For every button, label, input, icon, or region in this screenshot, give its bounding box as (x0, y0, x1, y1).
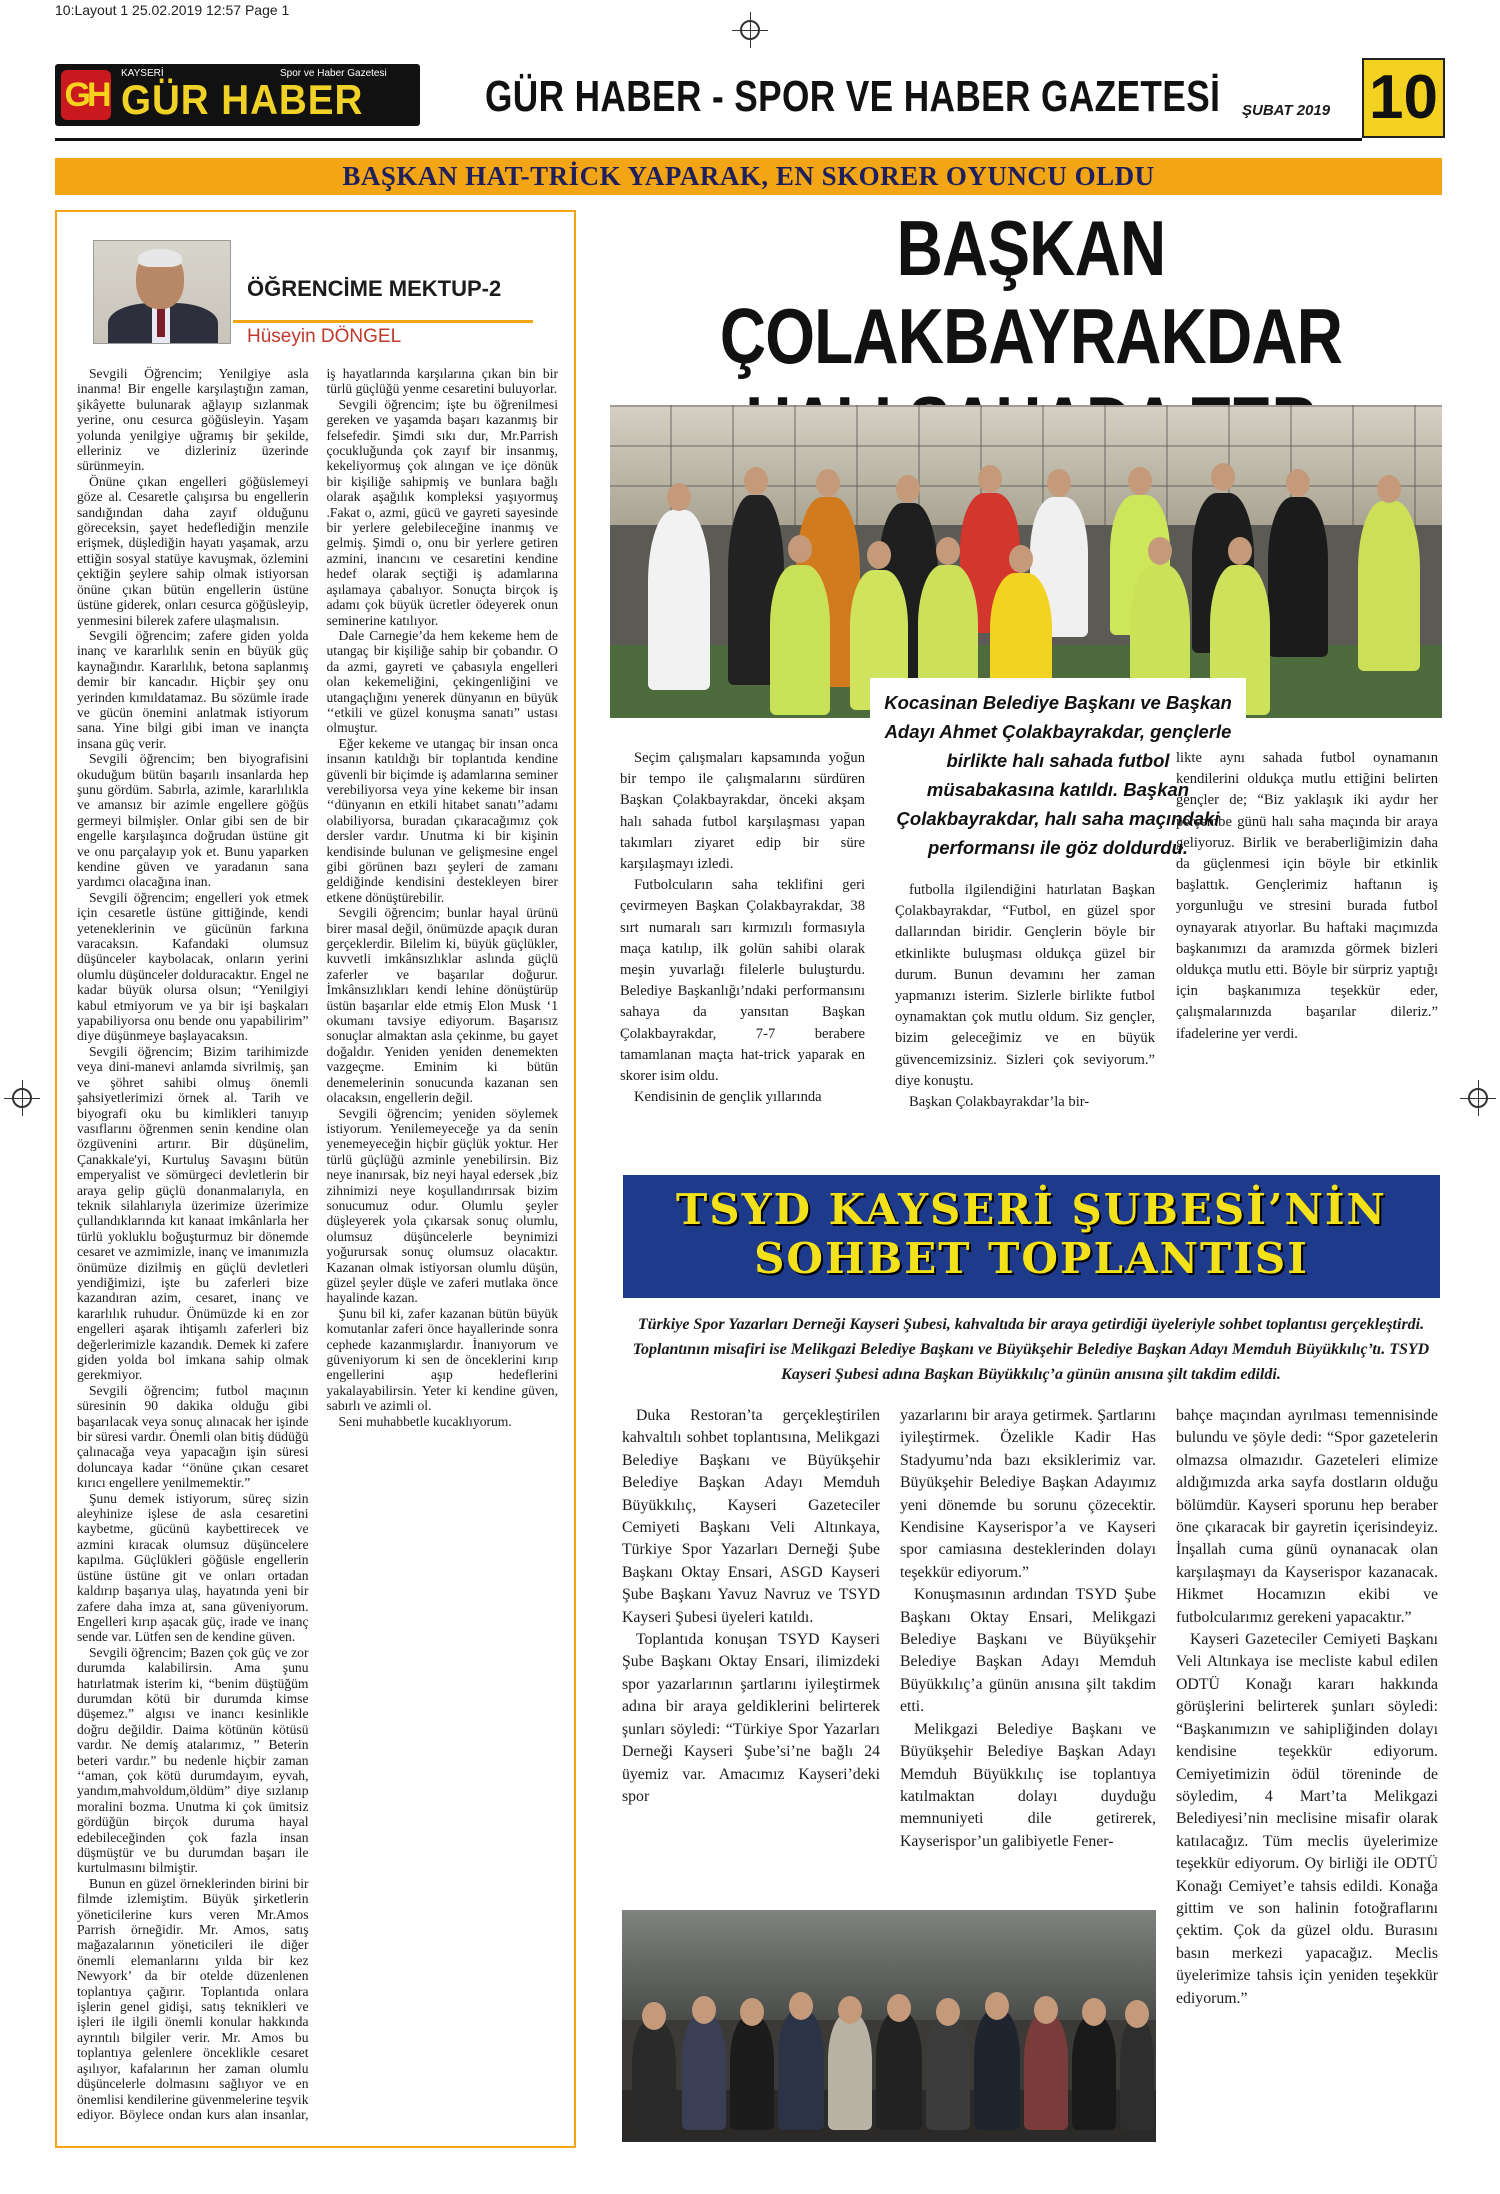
column-paragraph: Sevgili öğrencim; futbol maçının süresinin 90 dakika olduğu gibi başarılacak veya sonuç alınacak her işinde bir süresi vardır. Önemli olan bitiş düdüğü çalınacağa veya yapacağın işin süresi doluncaya kadar ‘‘önüne çıkan cesaret kırıcı engellere yenilmemektir.” (77, 1382, 309, 1491)
masthead-rule (55, 138, 1362, 141)
column-paragraph: Dale Carnegie’da hem kekeme hem de utangaç bir kişiliğe sahip bir çobandır. O da azmi, gayreti ve çabasıyla engelleri olan kekemeliğini, çekingenliğini ve utangaçlığını yenerek dünyanın en büyük ‘‘etkili ve güzel konuşma sanatı” ustası olmuştur. (326, 627, 558, 736)
column-paragraph: Sevgili öğrencim; yeniden söylemek istiyorum. Yenilemeyeceğe ya da senin yenemeyeceğin hiçbir güçlük yoktur. Her türlü güçlüğü azminle yenebilirsin. Biz neye inanırsak, biz neyi hayal edersek ,biz zihnimizi neye koşullandırırsak bizim sonucumuz odur. Olumlu şeyler düşleyerek yola çıkarsak sonuç olumlu, olumsuz düşüncelerle beynimizi yoğurursak sonuç olumsuz olacaktır. Kazanan olmak istiyorsan olumlu düşün, güzel şeyler düşle ve zaferi mutlaka önce hayalinde kazan. (326, 1105, 558, 1306)
column-paragraph: Şunu bil ki, zafer kazanan bütün büyük komutanlar zaferi önce hayallerinde sonra cephede kazanmışlardır. İnanıyorum ve güveniyorum ki sen de önceklerini kırıp engellerini aşıp hedeflerini yakalayabilirsin. Yeter ki kendine güven, sabırlı ve azimli ol. (326, 1305, 558, 1414)
logo-tagline: Spor ve Haber Gazetesi (280, 68, 387, 79)
group-photo (622, 1910, 1156, 2142)
top-banner: BAŞKAN HAT-TRİCK YAPARAK, EN SKORER OYUNCU OLDU (55, 158, 1442, 195)
article-paragraph: Toplantıda konuşan TSYD Kayseri Şube Başkanı Oktay Ensari, ilimizdeki spor yazarlarının şartlarını iyileştirmek adına bir araya geldiklerini belirterek şunları söyledi: “Türkiye Spor Yazarları Derneği Kayseri Şube’si’ne bağlı 24 üyemiz var. Amacımız Kayseri’deki spor (622, 1631, 880, 1805)
article-paragraph: Kendisinin de gençlik yıllarında (634, 1089, 822, 1106)
article-paragraph: yazarlarını bir araya getirmek. Şartlarını iyileştirmek. Özelikle Kadir Has Stadyumu’nda bazı eksiklerimiz var. Büyükşehir Belediye Başkan Adayımız yeni dönemde bu sorunu çözecektir. Kendisine Kayserispor’a ve Kayseri spor camiasına desteklerinden dolayı teşekkür ediyorum.” (900, 1407, 1156, 1581)
column-paragraph: Sevgili öğrencim; işte bu öğrenilmesi gereken ve yaşamda başarı kazanmış bir felsefedir. Şimdi sıkı dur, Mr.Parrish çocukluğunda çok zayıf bir insanmış, kekeliyormuş çok alıngan ve içe dönük bir kişiliğe sahipmiş ve bunlara bağlı olarak aşağılık kompleksi yaşıyormuş .Fakat o, azmi, gücü ve gayreti sayesinde bir yerlere gelebileceğine inanmış ve gelmiş. Şimdi o, onu bir yerlere getiren azmini, inancını ve cesaretini kendine hedef olarak seçtiği iş adamlarına aşılamaya çabalıyor. Sonuçta birçok iş adamı çok büyük ücretler ödeyerek onun seminerine katılıyor. (326, 396, 558, 628)
registration-mark-icon (12, 1088, 32, 1108)
article-column-1 (620, 748, 865, 1150)
tsyd-column-2 (900, 1405, 1156, 1895)
logo-mark: GH (61, 70, 111, 120)
print-info: 10:Layout 1 25.02.2019 12:57 Page 1 (55, 2, 290, 18)
newspaper-logo[interactable] (55, 64, 420, 126)
newspaper-title: GÜR HABER - SPOR VE HABER GAZETESİ (485, 72, 1221, 121)
column-paragraph: Sevgili öğrencim; engelleri yok etmek için cesaretle üstüne gittiğinde, kendi yeteneklerinin ve gücünün farkına varacaksın. Kafandaki olumsuz düşünceler kaybolacak, onların yerini olumlu düşünceler dolduracaktır. Engel ne kadar büyük olursa olsun; “Yenilgiyi kabul etmiyorum ve ya bir işi başkaları yapabiliyorsa onu bende onu yapabilirim” diye düşünmeye başlayacaksın. (77, 889, 309, 1044)
column-title: ÖĞRENCİME MEKTUP-2 (247, 276, 502, 301)
tsyd-column-3 (1176, 1405, 1438, 2145)
column-body (77, 366, 558, 2138)
article-paragraph: futbolla ilgilendiğini hatırlatan Başkan Çolakbayrakdar, “Futbol, en güzel spor dallarından biridir. Gençlerin böyle bir etkinlikte buluşması oldukça güzel bir durum. Bunun devamını her zaman yapmanızı isterim. Sizlerle birlikte futbol oynamaktan çok mutlu oldum. Siz gençler, bizim geleceğimiz ve en büyük güvencemizsiniz. Sizleri çok seviyorum.” diye konuştu. (895, 882, 1155, 1089)
column-paragraph: Sevgili öğrencim; Bazen çok güç ve zor durumda kalabilirsin. Ama şunu hatırlatmak isterim ki, “benim düştüğüm durumdan kötü bir durumda kimse düşemez.” algısı ve inancı kesinlikle doğru değildir. Daima kötünün kötüsü vardır. Ne demiş atalarımız, ” Beterin beteri vardır.” bu nedenle hiçbir zaman ‘‘aman, çok kötü durumdayım, eyvah, yandım,mahvoldum,öldüm” diye sızlanıp moralini bozma. Unutma ki çok ümitsiz gördüğün birçok duruma hayal edebileceğinden çok fazla insan düşmüştür ve bu durumdan başarı ile kurtulmasını bilmiştir. (77, 1644, 309, 1876)
column-letter (55, 210, 576, 2148)
logo-city: KAYSERİ (121, 68, 164, 79)
column-paragraph: Bunun en güzel örneklerinden birini bir filmde izlemiştim. Büyük şirketlerin yöneticilerine kurs veren Mr.Amos Parrish örneğidir. Mr. Amos, satış mağazalarının yöneticileri ile diğer önemli elemanlarını yılda bir kez Newyork’ da bir otelde düzenlenen toplantıya çağırır. Toplantıda onlara işlerin genel gidişi, satış teknikleri ve işleri ile ilgili önemli konular hakkında ayrıntılı bilgiler verir. Mr. Amos bu toplantıya gelenlere önceklikle cesaret aşılıyor, kafalarının her zaman olumlu düşüncelerle dolmasını sağlıyor ve en önemlisi kendilerine güvenmelerine teşvik ediyor. Böylece ondan kurs alan insanlar, iş hayatlarında karşılarına çıkan bin bir türlü güçlüğü yenme cesaretini buluyorlar. (77, 366, 558, 2122)
registration-mark-icon (1468, 1088, 1488, 1108)
column-paragraph: Sevgili öğrencim; ben biyografisini okuduğum bütün başarılı insanlarda hep şunu gördüm. Sabırla, azimle, kararlılıkla ve amansız bir azimle engellere göğüs germeyi bilmişler. Onlar gibi sen de bir engelle karşılaşınca doğrudan üstüne git ve onu parçalayıp yok et. Bunu yaparken kendine güven ve yaradanın sana yardımcı olacağına inan. (77, 751, 309, 890)
column-paragraph: Sevgili öğrencim; bunlar hayal ürünü birer masal değil, önümüzde apaçık duran gerçeklerdir. Bilelim ki, büyük güçlükler, kuvvetli imkânsızlıklar aslında güçlü zaferler ve başarılar doğurur. İmkânsızlıkları kendi lehine dönüştürüp üstün başarılar elde etmiş Elon Musk ‘1 okumanı tavsiye ediyorum. Başarısız sonuçlar almaktan asla çekinme, bu gayet doğaldır. Yeniden yeniden denemekten vazgeçme. Eminim ki bütün denemelerinin sonucunda kazanan sen olacaksın, engellerin değil. (326, 905, 558, 1106)
article-column-2 (895, 880, 1155, 1152)
logo-name: GÜR HABER (121, 76, 364, 123)
column-paragraph: Şunu demek istiyorum, süreç sizin aleyhinize işlese de asla cesaretini kaybetme, gücünü kaybettirecek ve azmini kıracak olumsuz düşüncelere kapılma. Güçlükleri göğüsle engellerin üstüne üstüne git ve onları ortadan kaldırıp başarıya ulaş, hayatında yeni bir zafere daha imza at, sana güveniyorum. Engelleri kırıp aşacak güç, irade ve inanç sende var. Lütfen sen de kendine güven. (77, 1490, 309, 1645)
article-column-3 (1176, 748, 1438, 1152)
column-paragraph: Sevgili Öğrencim; Yenilgiye asla inanma! Bir engelle karşılaştığın zaman, şikâyette bulunarak ağlayıp sızlanmak yerine, onu cesurca göğüsleyin. Yaşam yolunda yenilgiye uğramış bir şekilde, elleriniz ve dizleriniz üzerinde sürünmeyin. (77, 366, 309, 474)
headline-line: BAŞKAN ÇOLAKBAYRAKDAR (719, 204, 1343, 380)
football-team-photo (610, 405, 1442, 718)
headline-line: TSYD KAYSERİ ŞUBESİ’NİN (676, 1185, 1387, 1234)
column-author: Hüseyin DÖNGEL (247, 326, 402, 347)
column-title-rule (233, 320, 533, 323)
author-portrait (93, 240, 231, 344)
article-paragraph: likte aynı sahada futbol oynamanın kendilerini oldukça mutlu ettiğini belirten gençler de; “Biz yaklaşık iki aydır her perşembe günü halı saha maçında bir araya geliyoruz. Birlik ve beraberliğimizin daha da güçlenmesi için böyle bir etkinlik başlattık. Gençlerimiz haftanın iş yorgunluğu ve stresini burada futbol oynayarak atıyorlar. Bu haftaki maçımızda başkanımızı da aramızda görmek bizleri oldukça mutlu etti. Böyle bir sürpriz yaptığı için başkanımıza teşekkür eder, çalışmalarınızda başarılar dileriz.” ifadelerine yer verdi. (1176, 750, 1438, 1042)
masthead (55, 58, 1445, 140)
column-paragraph: Sevgili öğrencim; zafere giden yolda inanç ve kararlılık senin en büyük güç kaynağındır. Kararlılık, betona saplanmış demir bir kancadır. Hiçbir şey onu yerinden kımıldatamaz. Bu sözümle irade ve gücün önemini anlatmak istiyorum sana. Yine bilgi gibi iman ve inançta insana güç verir. (77, 627, 309, 751)
tsyd-lead: Türkiye Spor Yazarları Derneği Kayseri Şubesi, kahvaltıda bir araya getirdiği üyeleriyle sohbet toplantısı gerçekleştirdi. Toplantının misafiri ise Melikgazi Belediye Başkanı ve Büyükşehir Belediye Başkan Adayı Memduh Büyükkılıç’tı. TSYD Kayseri Şubesi adına Başkan Büyükkılıç’a günün anısına şilt takdim edildi. (632, 1316, 1430, 1383)
headline-line: SOHBET TOPLANTISI (754, 1234, 1309, 1283)
registration-mark-icon (740, 20, 760, 40)
tsyd-column-1 (622, 1405, 880, 1895)
article-paragraph: Duka Restoran’ta gerçekleştirilen kahvaltılı sohbet toplantısına, Melikgazi Belediye Başkanı ve Büyükşehir Belediye Başkan Adayı Memduh Büyükkılıç, Kayseri Gazeteciler Cemiyeti Başkanı Veli Altınkaya, Türkiye Spor Yazarları Derneği Şube Başkanı Oktay Ensari, ASGD Kayseri Şube Başkanı Yavuz Navruz ve TSYD Kayseri Şubesi üyeleri katıldı. (622, 1407, 880, 1626)
article-paragraph: Kayseri Gazeteciler Cemiyeti Başkanı Veli Altınkaya ise mecliste kabul edilen ODTÜ Konağı kararı hakkında görüşlerini belirterek şunları söyledi: “Başkanımızın ve sahipliğinden dolayı kendisine teşekkür ediyorum. Cemiyetimizin ödül töreninde de söyledim, 4 Mart’ta Melikgazi Belediyesi’nin meclisine misafir olarak katılacağız. Tüm meclis üyelerimize teşekkür ediyorum. Oy birliği ile ODTÜ Konağı Cemiyet’e tahsis edildi. Konağa gittim ve son halinin fotoğraflarını çektim. Çok da güzel oldu. Burasını basın merkezi yapacağız. Meclis üyelerimize tahsis için yeniden teşekkür ediyorum.” (1176, 1631, 1438, 2007)
column-paragraph: Sevgili öğrencim; Bizim tarihimizde veya dini-manevi anlamda sivrilmiş, şan ve şöhret sahibi olmuş önemli şahsiyetlerimizi örnek al. Tarih ve biyografi oku bu kimlikleri tanıyıp vasıflarını öğrenmen senin kendine olan özgüvenini artırır. Bir düşünelim, Çanakkale'yi, Kurtuluş Savaşını bütün emperyalist ve sömürgeci devletlerin bir araya gelip güçlü donanmalarıyla, en teknik silahlarıyla üzerimize üzerimize çullandıklarında kıt kanaat imkânlarla her türlü yokluklu boğuşturmuz bir dönemde cesaret ve azmimizle, inanç ve imanımızla önümüze dizilmiş en güçlü devletleri yendiğimizi, işte bu zaferleri bize kazandıran azim, cesaret, inanç ve kararlılık ruhudur. Önümüzde ki en zor engelleri aşarak ihtişamlı zaferleri biz değerlerimizle kazandık. Demek ki zafere giden yolda bol imkana sahip olmak gerekmiyor. (77, 1043, 309, 1383)
article-paragraph: Seçim çalışmaları kapsamında yoğun bir tempo ile çalışmalarını sürdüren Başkan Çolakbayrakdar, önceki akşam halı sahada futbol karşılaşması yapan takımları ziyaret edip bir süre karşılaşmayı izledi. (620, 750, 865, 873)
column-paragraph: Eğer kekeme ve utangaç bir insan onca insanın katıldığı bir toplantıda kendine güvenli bir biçimde iş adamlarına seminer verebiliyorsa veya yine kekeme bir insan ‘‘dünyanın en etkili hitabet sanatı’’adamı olabiliyorsa, buradan çıkaracağımız çok dersler vardır. Unutma ki bir kişinin kendisinde bulunan ve gelişmesine engel gibi görünen bazı şeyleri de zamanı geldiğinde kendisini destekleyen birer etkene dönüştürebilir. (326, 735, 558, 905)
article-paragraph: Futbolcuların saha teklifini geri çevirmeyen Başkan Çolakbayrakdar, 38 sırt numaralı sarı kırmızılı formasıyla maça katılıp, ilk golün sahibi olarak meşin yuvarlağı filelerle buluşturdu. Belediye Başkanlığı’ndaki performansını sahaya da yansıtan Başkan Çolakbayrakdar, 7-7 berabere tamamlanan maçta hat-trick yaparak en skorer isim oldu. (620, 877, 865, 1085)
article-paragraph: Konuşmasının ardından TSYD Şube Başkanı Oktay Ensari, Melikgazi Belediye Başkanı ve Büyükşehir Belediye Başkan Adayı Memduh Büyükkılıç’a günün anısına şilt takdim etti. (900, 1586, 1156, 1716)
article-paragraph: bahçe maçından ayrılması temennisinde bulundu ve şöyle dedi: “Spor gazetelerin olmazsa olmazıdır. Gazeteleri elimize aldığımızda arka sayfa dostların olduğu bölümdür. Kayseri sporunu hep beraber öne çıkaracak bir gayretin içerisindeyiz. İnşallah cuma günü oynanacak olan karşılaşmayı da Kayserispor kazanacak. Hikmet Hocamızın ekibi ve futbolcularımız gerekeni yapacaktır.” (1176, 1407, 1438, 1626)
article-paragraph: Başkan Çolakbayrakdar’la bir- (909, 1094, 1090, 1111)
column-paragraph: Önüne çıkan engelleri göğüslemeyi göze al. Cesaretle çalışırsa bu engellerin sandığından daha zayıf olduğunu göreceksin, şayet hedeflediğin menzile erişmek, düşlediğin hayatı yaşamak, arzu ettiğin sosyal statüye kavuşmak, özlemini çektiğin şeylere sahip olmak istiyorsan önüne çıkan bütün engellerin üstüne üstüne giderek, onları cesurca göğüsleyip, yenmesini bilerek zafere ulaşmalısın. (77, 473, 309, 628)
column-paragraph: Seni muhabbetle kucaklıyorum. (338, 1413, 512, 1429)
issue-date: ŞUBAT 2019 (1242, 102, 1331, 119)
page-number: 10 (1362, 58, 1445, 138)
article-paragraph: Melikgazi Belediye Başkanı ve Büyükşehir Belediye Başkan Adayı Memduh Büyükkılıç ise toplantıya katılmaktan dolayı duyduğu memnuniyeti dile getirerek, Kayserispor’un galibiyetle Fener- (900, 1720, 1156, 1850)
tsyd-headline (623, 1175, 1440, 1298)
photo-caption: Kocasinan Belediye Başkanı ve Başkan Adayı Ahmet Çolakbayrakdar, gençlerle birlikte halı sahada futbol müsabakasına katıldı. Başkan Çolakbayrakdar, halı saha maçındaki performansı ile göz doldurdu. (870, 678, 1246, 870)
